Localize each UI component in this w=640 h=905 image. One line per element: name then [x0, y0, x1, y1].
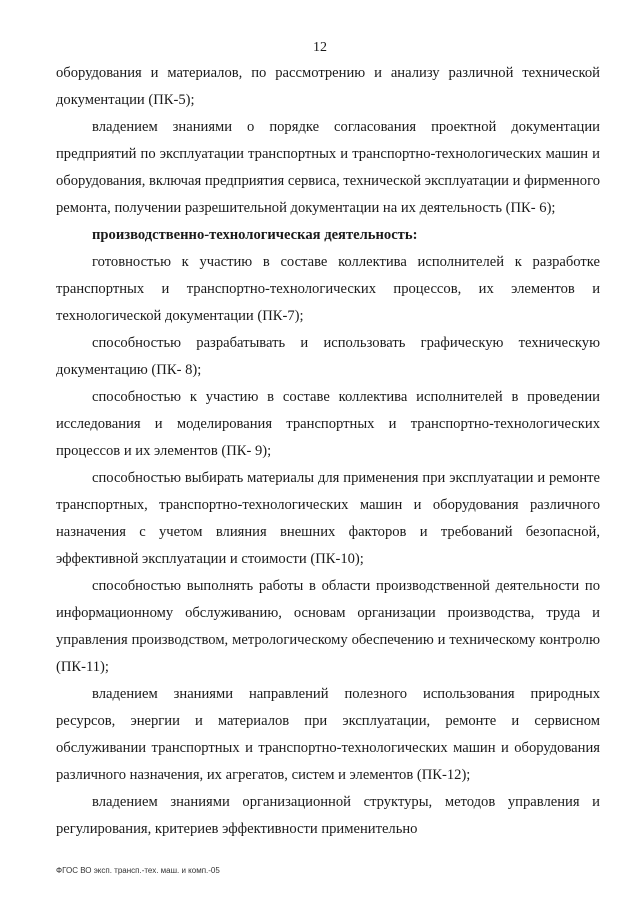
paragraph-pk12: владением знаниями направлений полезного использования природных ресурсов, энергии и материалов при эксплуатации, ремонте и сервисном обслуживании транспортных и транспортно-технологических машин и оборудования различного назначения, их агрегатов, систем и элементов (ПК-12); — [56, 686, 600, 783]
paragraph-pk9: способностью к участию в составе коллектива исполнителей в проведении исследования и моделирования транспортных и транспортно-технологических процессов и их элементов (ПК- 9); — [56, 389, 600, 459]
document-footer: ФГОС ВО эксп. трансп.-тех. маш. и комп.-05 — [56, 866, 220, 875]
paragraph-pk10: способностью выбирать материалы для применения при эксплуатации и ремонте транспортных, транспортно-технологических машин и оборудования различного назначения с учетом влияния внешних факторов и требований безопасной, эффективной эксплуатации и стоимости (ПК-10); — [56, 470, 600, 567]
page-number: 12 — [313, 40, 327, 55]
paragraph-pk6: владением знаниями о порядке согласования проектной документации предприятий по эксплуатации транспортных и транспортно-технологических машин и оборудования, включая предприятия сервиса, технической эксплуатации и фирменного ремонта, получении разрешительной документации на их деятельность (ПК- 6); — [56, 119, 600, 216]
paragraph-pk8: способностью разрабатывать и использовать графическую техническую документацию (ПК- 8); — [56, 335, 600, 378]
paragraph-continuation: оборудования и материалов, по рассмотрению и анализу различной технической документации (ПК-5); — [56, 65, 600, 108]
document-body — [56, 60, 600, 843]
section-heading: производственно-технологическая деятельность: — [92, 227, 418, 243]
paragraph-final: владением знаниями организационной структуры, методов управления и регулирования, критериев эффективности применительно — [56, 794, 600, 837]
paragraph-pk11: способностью выполнять работы в области производственной деятельности по информационному обслуживанию, основам организации производства, труда и управления производством, метрологическому обеспечению и техническому контролю (ПК-11); — [56, 578, 600, 675]
paragraph-pk7: готовностью к участию в составе коллектива исполнителей к разработке транспортных и транспортно-технологических процессов, их элементов и технологической документации (ПК-7); — [56, 254, 600, 324]
